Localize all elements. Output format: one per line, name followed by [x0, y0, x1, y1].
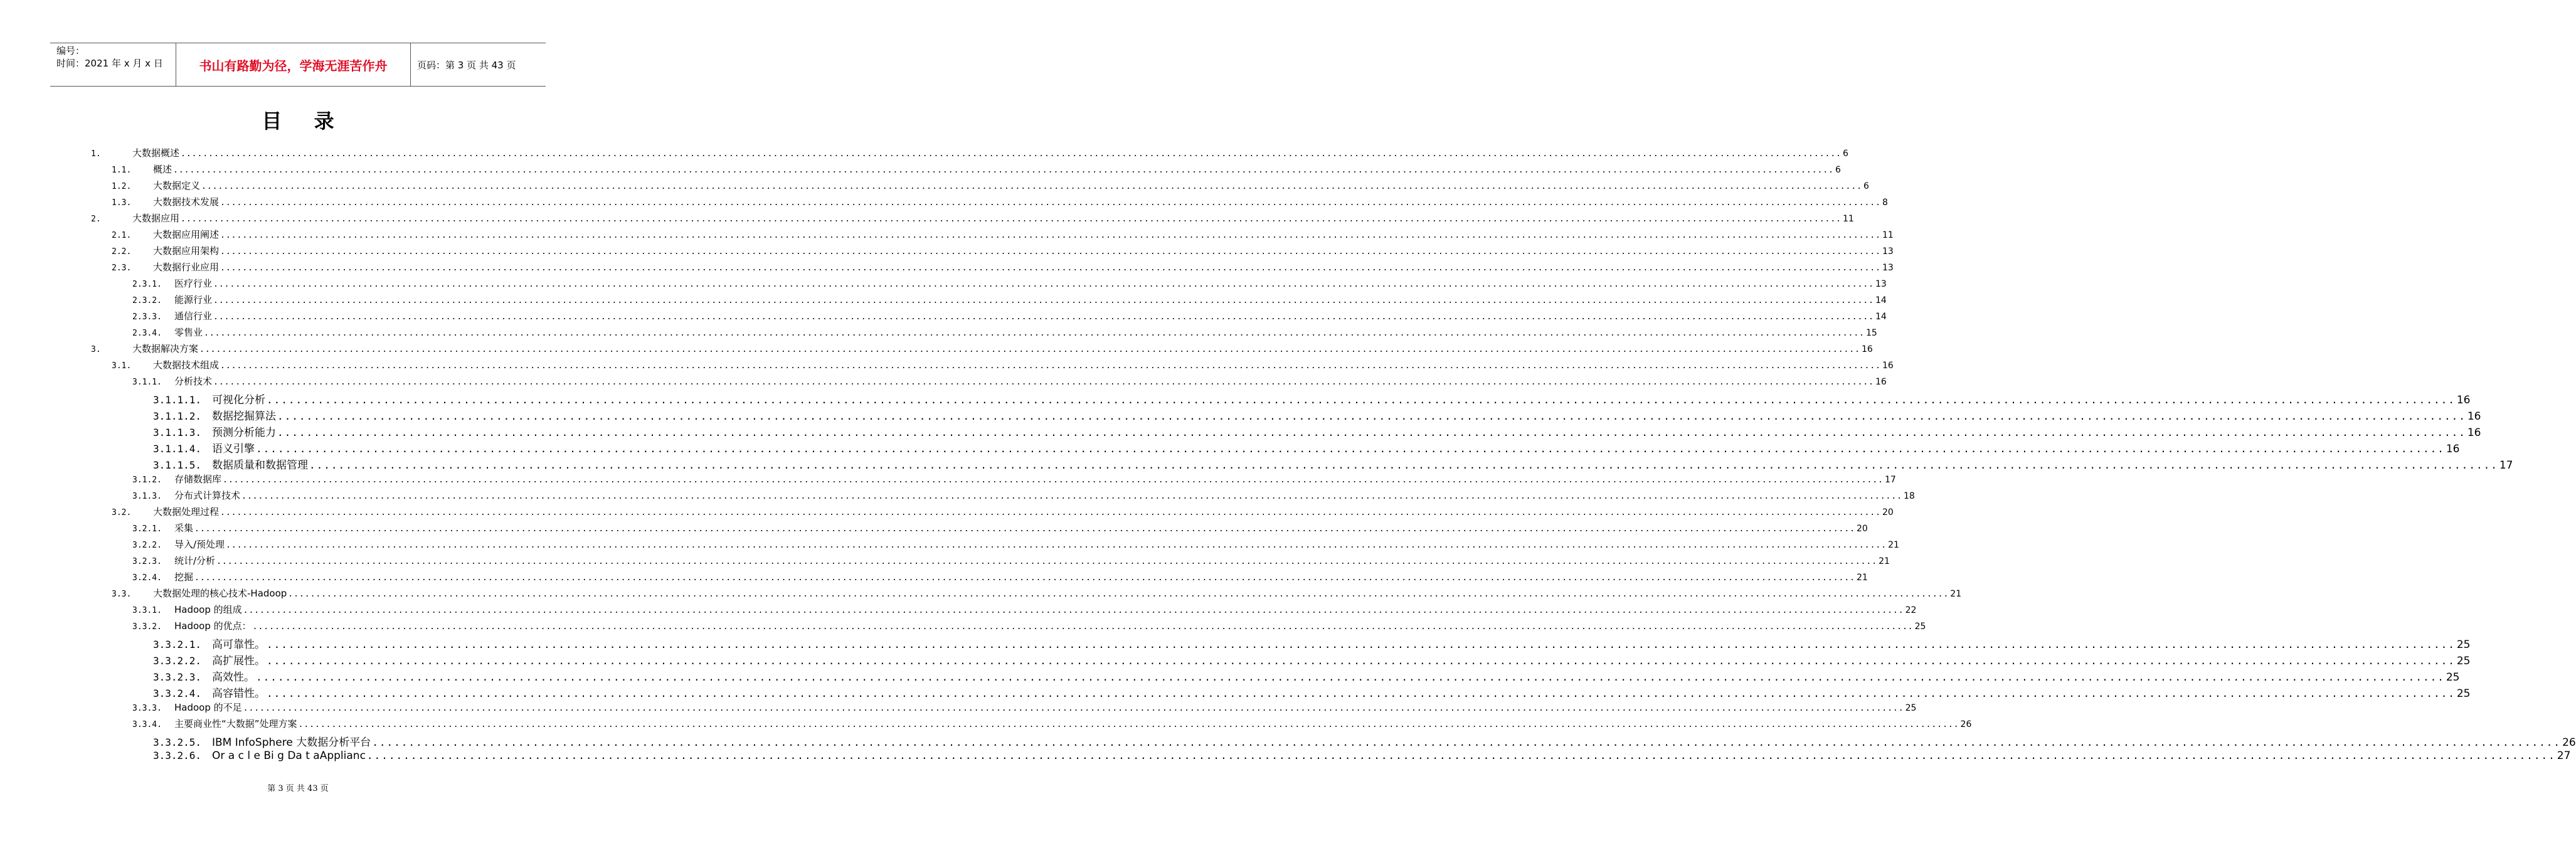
toc-entry-title: 导入/预处理	[174, 539, 225, 550]
toc-dot-leader: ............................................................................................................................................................................................................................................................................................................	[201, 182, 1863, 191]
toc-entry[interactable]	[132, 326, 1877, 339]
toc-entry-page: 16	[2456, 394, 2471, 406]
toc-entry[interactable]	[112, 505, 1894, 518]
toc-entry[interactable]	[132, 554, 1890, 567]
toc-entry-title: 医疗行业	[174, 278, 213, 289]
toc-entry-page: 22	[1905, 605, 1917, 615]
toc-entry-title: 存储数据库	[174, 474, 222, 485]
toc-dot-leader: ............................................................................................................................................................................................................................................................................................................	[277, 427, 2466, 438]
toc-entry-page: 21	[1879, 556, 1890, 566]
toc-dot-leader: ............................................................................................................................................................................................................................................................................................................	[243, 704, 1904, 713]
toc-entry-title: 大数据技术发展	[153, 196, 220, 208]
toc-entry[interactable]	[132, 603, 1917, 616]
toc-entry-title: 大数据定义	[153, 180, 201, 191]
toc-dot-leader: ............................................................................................................................................................................................................................................................................................................	[199, 345, 1861, 354]
toc-entry-title: 能源行业	[174, 294, 213, 305]
toc-entry[interactable]	[112, 228, 1894, 241]
toc-entry[interactable]	[132, 538, 1899, 551]
toc-entry-number: 3.3.1.	[132, 606, 162, 615]
toc-entry-number: 2.1.	[112, 231, 132, 240]
toc-dot-leader: ............................................................................................................................................................................................................................................................................................................	[267, 394, 2456, 406]
toc-dot-leader: ............................................................................................................................................................................................................................................................................................................	[220, 263, 1882, 273]
toc-entry-number: 3.3.	[112, 590, 132, 599]
toc-entry-page: 16	[1862, 344, 1873, 354]
toc-dot-leader: ............................................................................................................................................................................................................................................................................................................	[204, 329, 1865, 338]
toc-entry-number: 2.	[91, 215, 101, 224]
toc-entry-title: 数据挖掘算法	[212, 410, 276, 423]
toc-entry-page: 14	[1875, 295, 1887, 305]
toc-entry-number: 2.3.3.	[132, 312, 162, 322]
toc-dot-leader: ............................................................................................................................................................................................................................................................................................................	[213, 378, 1875, 387]
toc-entry-title: 分析技术	[174, 376, 213, 387]
toc-entry-page: 25	[2456, 639, 2471, 651]
toc-dot-leader: ............................................................................................................................................................................................................................................................................................................	[243, 606, 1904, 615]
toc-entry[interactable]	[153, 391, 2471, 406]
toc-entry-number: 1.	[91, 149, 101, 159]
header-meta	[50, 43, 176, 86]
toc-entry-page: 17	[2499, 459, 2513, 472]
toc-entry-page: 25	[2456, 655, 2471, 667]
toc-dot-leader: ............................................................................................................................................................................................................................................................................................................	[288, 590, 1949, 599]
toc-entry-page: 25	[1905, 703, 1917, 713]
toc-entry-number: 3.2.4.	[132, 573, 162, 583]
toc-entry[interactable]	[153, 456, 2513, 472]
toc-entry-number: 1.1.	[112, 166, 132, 175]
toc-dot-leader: ............................................................................................................................................................................................................................................................................................................	[213, 296, 1875, 305]
toc-entry-number: 3.1.1.4.	[153, 443, 202, 455]
toc-dot-leader: ............................................................................................................................................................................................................................................................................................................	[309, 459, 2498, 471]
toc-entry-title: 大数据技术组成	[153, 359, 220, 371]
toc-entry-number: 3.3.2.6.	[153, 750, 202, 761]
toc-entry-number: 2.2.	[112, 247, 132, 257]
toc-dot-leader: ............................................................................................................................................................................................................................................................................................................	[223, 475, 1884, 485]
toc-entry[interactable]	[91, 146, 1848, 159]
toc-entry[interactable]	[132, 309, 1887, 322]
toc-entry-title: Hadoop 的优点：	[174, 620, 252, 632]
toc-dot-leader: ............................................................................................................................................................................................................................................................................................................	[256, 443, 2445, 455]
toc-entry[interactable]	[112, 358, 1894, 371]
toc-entry[interactable]	[153, 750, 2571, 762]
toc-entry-title: Hadoop 的组成	[174, 604, 242, 615]
toc-entry-page: 18	[1904, 491, 1915, 501]
toc-entry-title: 预测分析能力	[212, 427, 276, 439]
toc-dot-leader: ............................................................................................................................................................................................................................................................................................................	[213, 280, 1875, 289]
toc-entry-number: 3.3.2.1.	[153, 639, 202, 650]
toc-entry[interactable]	[132, 489, 1915, 502]
toc-entry-title: Hadoop 的不足	[174, 702, 242, 713]
toc-entry[interactable]	[132, 293, 1887, 306]
toc-entry-page: 6	[1843, 149, 1848, 159]
toc-entry-number: 1.3.	[112, 198, 132, 208]
toc-entry-title: 语义引擎	[212, 443, 255, 455]
toc-entry-number: 2.3.4.	[132, 329, 162, 338]
toc-entry-number: 3.1.2.	[132, 475, 162, 485]
toc-entry-title: 挖掘	[174, 571, 194, 583]
toc-entry-number: 3.2.1.	[132, 524, 162, 534]
toc-entry-number: 3.1.	[112, 361, 132, 371]
toc-entry-title: 零售业	[174, 327, 203, 338]
toc-entry-page: 25	[1914, 622, 1926, 632]
toc-dot-leader: ............................................................................................................................................................................................................................................................................................................	[220, 508, 1882, 517]
toc-entry-page: 8	[1882, 198, 1888, 208]
toc-entry[interactable]	[153, 407, 2481, 423]
toc-entry-page: 26	[2562, 736, 2576, 749]
toc-entry-page: 14	[1875, 312, 1887, 322]
toc-entry[interactable]	[132, 472, 1896, 485]
toc-entry-title: 高容错性。	[212, 687, 265, 700]
toc-entry-number: 3.3.3.	[132, 704, 162, 713]
toc-dot-leader: ............................................................................................................................................................................................................................................................................................................	[194, 573, 1856, 583]
toc-entry-page: 17	[1885, 475, 1896, 485]
toc-entry-page: 16	[2446, 443, 2460, 455]
toc-entry[interactable]	[132, 277, 1887, 290]
toc-entry-title: 大数据应用阐述	[153, 229, 220, 240]
toc-entry-title: 分布式计算技术	[174, 490, 241, 501]
toc-entry[interactable]	[132, 570, 1868, 583]
toc-entry[interactable]	[91, 342, 1873, 355]
toc-entry[interactable]	[132, 521, 1868, 534]
toc-dot-leader: ............................................................................................................................................................................................................................................................................................................	[298, 720, 1959, 729]
toc-entry-title: 高可靠性。	[212, 639, 265, 651]
toc-entry-number: 3.1.1.5.	[153, 459, 202, 471]
toc-entry[interactable]	[153, 668, 2460, 684]
toc-entry-title: 高效性。	[212, 671, 255, 684]
toc-entry-page: 21	[1888, 540, 1899, 550]
toc-dot-leader: ............................................................................................................................................................................................................................................................................................................	[194, 524, 1856, 534]
toc-entry-page: 11	[1882, 230, 1894, 240]
toc-entry-page: 16	[2467, 427, 2481, 439]
toc-dot-leader: ............................................................................................................................................................................................................................................................................................................	[252, 622, 1914, 632]
toc-entry[interactable]	[153, 733, 2576, 749]
document-number-label: 编号：	[56, 45, 85, 56]
toc-entry-title: 数据质量和数据管理	[212, 459, 308, 472]
toc-entry-number: 3.1.3.	[132, 492, 162, 501]
toc-entry-title: 大数据处理的核心技术-Hadoop	[153, 588, 287, 599]
toc-entry-title: IBM InfoSphere 大数据分析平台	[212, 736, 371, 749]
toc-entry-number: 3.1.1.	[132, 378, 162, 387]
toc-dot-leader: ............................................................................................................................................................................................................................................................................................................	[220, 231, 1882, 240]
toc-entry-number: 3.3.2.3.	[153, 671, 202, 683]
toc-entry-page: 11	[1843, 214, 1854, 224]
toc-entry-title: 可视化分析	[212, 394, 265, 406]
toc-dot-leader: ............................................................................................................................................................................................................................................................................................................	[220, 361, 1882, 371]
toc-dot-leader: ............................................................................................................................................................................................................................................................................................................	[372, 736, 2562, 748]
toc-dot-leader: ............................................................................................................................................................................................................................................................................................................	[267, 639, 2456, 650]
toc-dot-leader: ............................................................................................................................................................................................................................................................................................................	[173, 166, 1835, 175]
toc-entry-number: 3.1.1.2.	[153, 410, 202, 422]
toc-entry-number: 3.2.	[112, 508, 132, 517]
toc-entry-number: 3.2.3.	[132, 557, 162, 566]
toc-entry-page: 16	[1875, 377, 1887, 387]
toc-entry-page: 21	[1857, 573, 1868, 583]
toc-entry-page: 20	[1857, 524, 1868, 534]
toc-entry-title: 大数据应用	[132, 213, 180, 224]
toc-dot-leader: ............................................................................................................................................................................................................................................................................................................	[216, 557, 1878, 566]
toc-entry-page: 15	[1866, 328, 1877, 338]
toc-entry[interactable]	[132, 374, 1887, 388]
toc-entry[interactable]	[112, 244, 1894, 257]
toc-entry-title: 大数据解决方案	[132, 343, 199, 354]
toc-entry-title: 大数据处理过程	[153, 506, 220, 517]
toc-entry-number: 2.3.2.	[132, 296, 162, 305]
toc-entry-title: 统计/分析	[174, 555, 216, 566]
toc-entry-page: 6	[1863, 181, 1869, 191]
toc-dot-leader: ............................................................................................................................................................................................................................................................................................................	[181, 149, 1842, 159]
toc-entry-number: 3.2.2.	[132, 541, 162, 550]
toc-entry-number: 3.1.1.1.	[153, 394, 202, 406]
toc-entry-title: 大数据行业应用	[153, 262, 220, 273]
toc-entry-number: 1.2.	[112, 182, 132, 191]
toc-entry[interactable]	[112, 162, 1841, 176]
header-page-label: 页码：第 3 页 共 43 页	[417, 59, 516, 71]
toc-entry[interactable]	[153, 423, 2481, 439]
toc-dot-leader: ............................................................................................................................................................................................................................................................................................................	[267, 655, 2456, 667]
toc-entry[interactable]	[91, 211, 1854, 225]
toc-dot-leader: ............................................................................................................................................................................................................................................................................................................	[277, 410, 2466, 422]
toc-entry[interactable]	[153, 635, 2471, 651]
toc-entry[interactable]	[112, 260, 1894, 273]
toc-entry-title: 概述	[153, 164, 172, 175]
toc-entry-page: 16	[1882, 361, 1894, 371]
toc-entry-page: 13	[1882, 247, 1894, 257]
toc-entry[interactable]	[112, 586, 1962, 600]
toc-entry-page: 27	[2557, 750, 2571, 762]
toc-entry-number: 2.3.	[112, 263, 132, 273]
toc-entry-title: 高扩展性。	[212, 655, 265, 667]
toc-entry-title: 通信行业	[174, 310, 213, 322]
toc-entry[interactable]	[153, 440, 2460, 455]
toc-dot-leader: ............................................................................................................................................................................................................................................................................................................	[220, 247, 1882, 257]
toc-entry[interactable]	[153, 684, 2471, 700]
toc-entry-number: 3.1.1.3.	[153, 427, 202, 438]
toc-entry-page: 6	[1835, 165, 1841, 175]
toc-entry-page: 13	[1875, 279, 1887, 289]
toc-dot-leader: ............................................................................................................................................................................................................................................................................................................	[267, 687, 2456, 699]
toc-entry[interactable]	[153, 652, 2471, 667]
toc-entry-title: 采集	[174, 522, 194, 534]
toc-entry-page: 25	[2456, 687, 2471, 700]
toc-entry-number: 2.3.1.	[132, 280, 162, 289]
toc-entry-number: 3.3.2.5.	[153, 736, 202, 748]
toc-dot-leader: ............................................................................................................................................................................................................................................................................................................	[226, 541, 1887, 550]
toc-dot-leader: ............................................................................................................................................................................................................................................................................................................	[241, 492, 1903, 501]
toc-entry-page: 25	[2446, 671, 2460, 684]
page-footer: 第 3 页 共 43 页	[267, 784, 329, 793]
toc-entry-number: 3.3.2.	[132, 622, 162, 632]
toc-entry-title: 大数据概述	[132, 147, 180, 159]
toc-entry-number: 3.3.2.2.	[153, 655, 202, 667]
toc-entry-title: 主要商业性“大数据”处理方案	[174, 718, 297, 729]
toc-entry[interactable]	[132, 701, 1917, 714]
toc-entry-page: 26	[1960, 719, 1972, 729]
toc-dot-leader: ............................................................................................................................................................................................................................................................................................................	[366, 750, 2556, 761]
toc-dot-leader: ............................................................................................................................................................................................................................................................................................................	[181, 215, 1842, 224]
toc-entry-page: 13	[1882, 263, 1894, 273]
toc-entry-page: 21	[1950, 589, 1962, 599]
toc-entry[interactable]	[132, 717, 1972, 730]
toc-entry[interactable]	[112, 179, 1869, 192]
toc-entry[interactable]	[112, 195, 1888, 208]
toc-entry-number: 3.3.4.	[132, 720, 162, 729]
page-header	[50, 43, 546, 87]
toc-entry-number: 3.3.2.4.	[153, 687, 202, 699]
toc-title: 目 录	[262, 109, 347, 133]
toc-entry-title: Or a c l e Bi g Da t aApplianc	[212, 750, 366, 762]
header-motto: 书山有路勤为径，学海无涯苦作舟	[176, 43, 411, 86]
toc-entry-title: 大数据应用架构	[153, 245, 220, 257]
toc-entry-number: 3.	[91, 345, 101, 354]
toc-dot-leader: ............................................................................................................................................................................................................................................................................................................	[213, 312, 1875, 322]
toc-dot-leader: ............................................................................................................................................................................................................................................................................................................	[220, 198, 1882, 208]
document-time-label: 时间：2021 年 x 月 x 日	[56, 58, 163, 69]
toc-entry-page: 16	[2467, 410, 2481, 423]
toc-entry[interactable]	[132, 619, 1926, 632]
toc-entry-page: 20	[1882, 507, 1894, 517]
toc-dot-leader: ............................................................................................................................................................................................................................................................................................................	[256, 671, 2445, 683]
